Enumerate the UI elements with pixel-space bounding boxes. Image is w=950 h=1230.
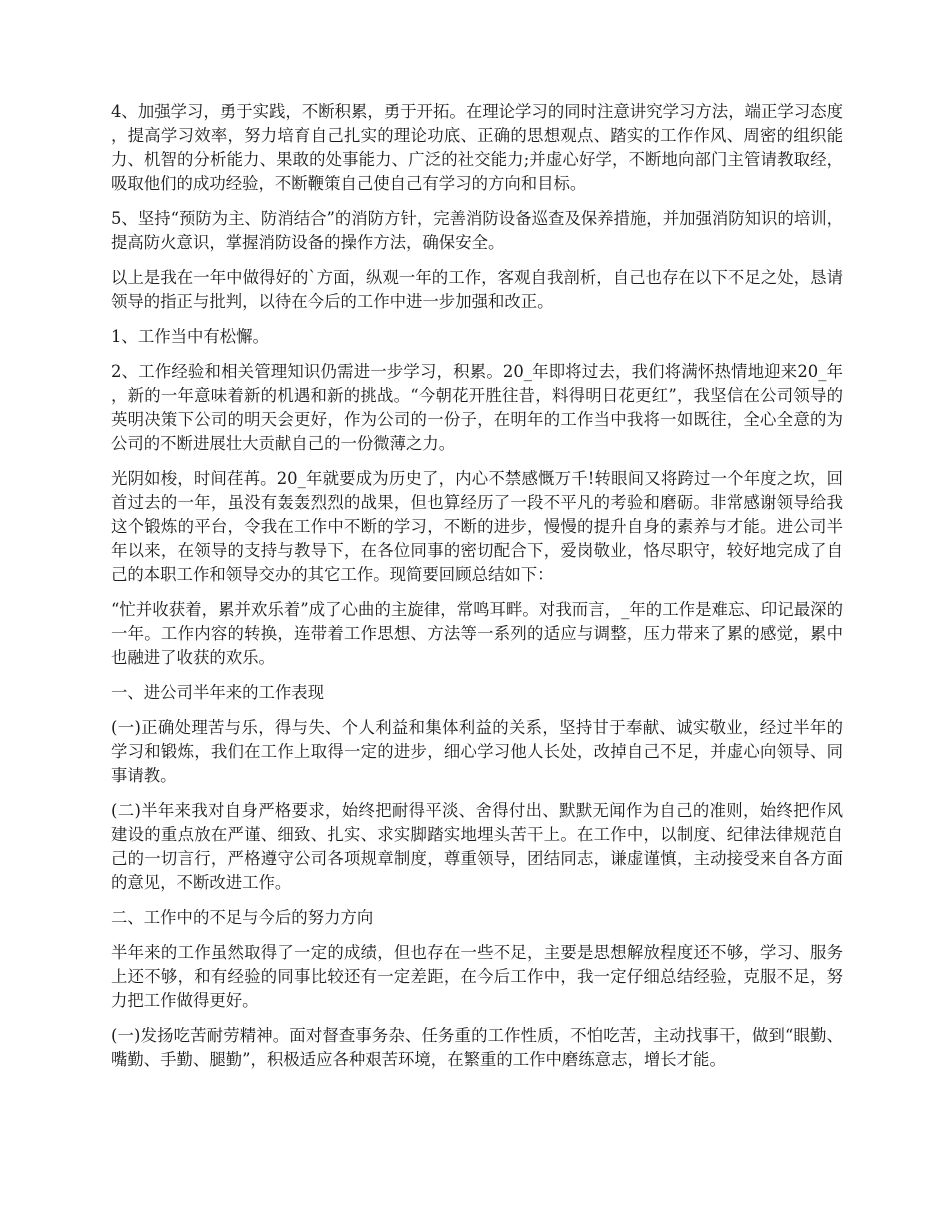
paragraph-hard-work: (一)发扬吃苦耐劳精神。面对督查事务杂、任务重的工作性质，不怕吃苦，主动找事干，做到“眼勤、嘴勤、手勤、腿勤”，积极适应各种艰苦环境，在繁重的工作中磨练意志，增长才能。	[111, 1026, 843, 1069]
paragraph-shortcoming-1: 1、工作当中有松懈。	[111, 327, 269, 346]
paragraph-self-review: 以上是我在一年中做得好的`方面，纵观一年的工作，客观自我剖析，自己也存在以下不足之处，恳请领导的指正与批判，以待在今后的工作中进一步加强和改正。	[111, 268, 843, 311]
section-heading-performance: 一、进公司半年来的工作表现	[111, 683, 325, 702]
section-heading-improvement: 二、工作中的不足与今后的努力方向	[111, 908, 374, 927]
paragraph-improvement: 半年来的工作虽然取得了一定的成绩，但也存在一些不足，主要是思想解放程度还不够，学习、服务上还不够，和有经验的同事比较还有一定差距，在今后工作中，我一定仔细总结经验，克服不足，努力把工作做得更好。	[111, 943, 843, 1010]
paragraph-item-1: (一)正确处理苦与乐，得与失、个人利益和集体利益的关系，坚持甘于奉献、诚实敬业，经过半年的学习和锻炼，我们在工作上取得一定的进步，细心学习他人长处，改掉自己不足，并虚心向领导、同事请教。	[111, 718, 843, 785]
document-page	[111, 100, 843, 1083]
paragraph-intro-summary: 光阴如梭，时间荏苒。20_年就要成为历史了，内心不禁感慨万千!转眼间又将跨过一个年度之坎，回首过去的一年，虽没有轰轰烈烈的战果，但也算经历了一段不平凡的考验和磨砺。非常感谢领导给我这个锻炼的平台，令我在工作中不断的学习，不断的进步，慢慢的提升自身的素养与才能。进公司半年以来，在领导的支持与教导下，在各位同事的密切配合下，爱岗敬业，恪尽职守，较好地完成了自己的本职工作和领导交办的其它工作。现简要回顾总结如下：	[111, 469, 843, 584]
paragraph-fire-safety: 5、坚持“预防为主、防消结合”的消防方针，完善消防设备巡查及保养措施，并加强消防知识的培训，提高防火意识，掌握消防设备的操作方法，确保安全。	[111, 209, 843, 252]
paragraph-study: 4、加强学习，勇于实践，不断积累，勇于开拓。在理论学习的同时注意讲究学习方法，端正学习态度，提高学习效率，努力培育自己扎实的理论功底、正确的思想观点、踏实的工作作风、周密的组织能力、机智的分析能力、果敢的处事能力、广泛的社交能力;并虚心好学，不断地向部门主管请教取经，吸取他们的成功经验，不断鞭策自己使自己有学习的方向和目标。	[111, 102, 843, 193]
paragraph-busy-harvest: “忙并收获着，累并欢乐着”成了心曲的主旋律，常鸣耳畔。对我而言，_年的工作是难忘、印记最深的一年。工作内容的转换，连带着工作思想、方法等一系列的适应与调整，压力带来了累的感觉，累中也融进了收获的欢乐。	[111, 600, 843, 667]
paragraph-shortcoming-2: 2、工作经验和相关管理知识仍需进一步学习，积累。20_年即将过去，我们将满怀热情地迎来20_年，新的一年意味着新的机遇和新的挑战。“今朝花开胜往昔，料得明日花更红”，我坚信在公司领导的英明决策下公司的明天会更好，作为公司的一份子，在明年的工作当中我将一如既往，全心全意的为公司的不断进展壮大贡献自己的一份微薄之力。	[111, 362, 843, 453]
paragraph-item-2: (二)半年来我对自身严格要求，始终把耐得平淡、舍得付出、默默无闻作为自己的准则，始终把作风建设的重点放在严谨、细致、扎实、求实脚踏实地埋头苦干上。在工作中，以制度、纪律法律规范自己的一切言行，严格遵守公司各项规章制度，尊重领导，团结同志，谦虚谨慎，主动接受来自各方面的意见，不断改进工作。	[111, 801, 843, 892]
